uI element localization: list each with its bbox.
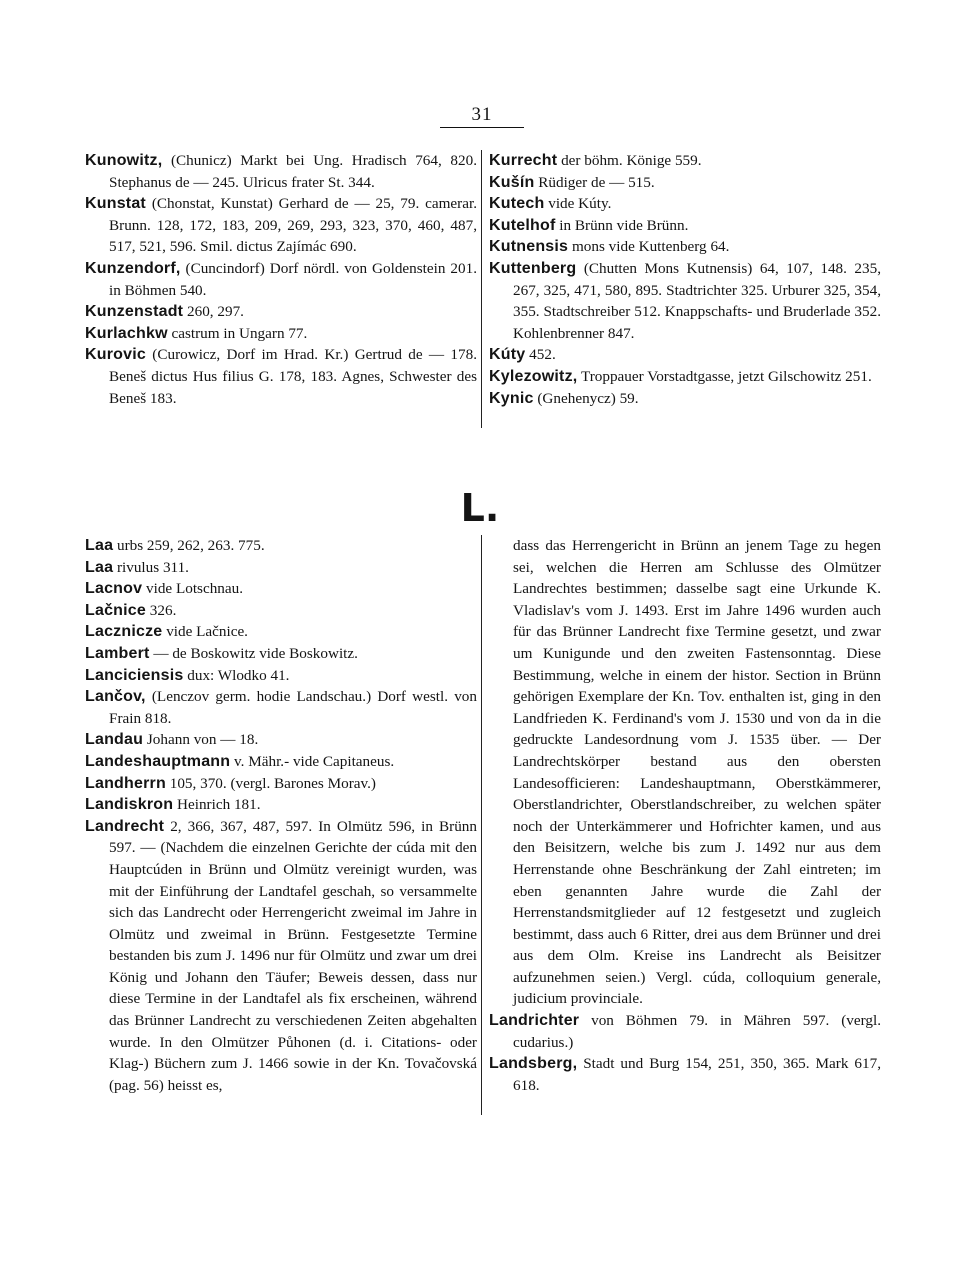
headword: Landsberg, bbox=[489, 1055, 578, 1073]
index-entry bbox=[489, 215, 881, 237]
entry-text: in Brünn vide Brünn. bbox=[555, 216, 689, 234]
entry-text: (Lenczov germ. hodie Landschau.) Dorf westl. von Frain 818. bbox=[109, 688, 477, 727]
index-entry bbox=[85, 600, 477, 622]
entry-text: Heinrich 181. bbox=[173, 796, 261, 814]
headword: Kúty bbox=[489, 346, 526, 364]
column-bottom-right bbox=[489, 535, 881, 1096]
headword: Kunowitz, bbox=[85, 152, 163, 169]
index-entry bbox=[85, 535, 477, 557]
entry-text: 2, 366, 367, 487, 597. In Olmütz 596, in Brünn 597. — (Nachdem die einzelnen Gerichte der cúda mit den Hauptcúden in Brünn und Olmütz vereinigt wurden, was mit der Einführung der Landtafel geschah, so versammelte sich das Landrecht oder Herrengericht zweimal im Jahre in Olmütz und zweimal in Brünn. Festgesetzte Termine bestanden bis zum J. 1496 nur für Olmütz und zwar um drei König und Johann den Täufer; Beweis dessen, dass nur diese Termine in der Landtafel als fix erscheinen, während das Brünner Landrecht zu verschiedenen Zeiten abgehalten wurde. In den Olmützer Půhonen (d. i. Citations- oder Klag-) Büchern zum J. 1466 sowie in der Kn. Tovačovská (pag. 56) heisst es, bbox=[109, 817, 477, 1094]
section-heading: L. bbox=[460, 486, 500, 530]
headword: Landrecht bbox=[85, 817, 165, 835]
entry-text: rivulus 311. bbox=[113, 558, 189, 576]
index-entry bbox=[85, 323, 477, 345]
entry-text: v. Mähr.- vide Capitaneus. bbox=[230, 752, 395, 770]
entry-text: vide Lotschnau. bbox=[142, 580, 244, 598]
index-entry bbox=[489, 344, 881, 366]
column-divider-bottom bbox=[481, 535, 482, 1115]
headword: Kylezowitz, bbox=[489, 367, 578, 385]
headword: Lacznicze bbox=[85, 623, 163, 641]
index-entry bbox=[85, 621, 477, 643]
entry-text: dux: Wlodko 41. bbox=[183, 666, 290, 684]
entry-text: der böhm. Könige 559. bbox=[557, 152, 702, 169]
index-entry bbox=[489, 193, 881, 215]
headword: Kuttenberg bbox=[489, 259, 577, 277]
headword: Lančov, bbox=[85, 688, 146, 706]
headword: Laa bbox=[85, 558, 114, 576]
index-entry bbox=[85, 665, 477, 687]
headword: Landau bbox=[85, 731, 144, 749]
headword: Kutech bbox=[489, 195, 545, 213]
headword: Lacnov bbox=[85, 580, 143, 598]
index-entry bbox=[85, 193, 477, 258]
index-entry bbox=[489, 1053, 881, 1096]
index-entry bbox=[489, 366, 881, 388]
page-number: 31 bbox=[471, 104, 493, 125]
headword: Landiskron bbox=[85, 796, 174, 814]
entry-text: urbs 259, 262, 263. 775. bbox=[113, 537, 265, 554]
index-entry bbox=[85, 773, 477, 795]
headword: Lačnice bbox=[85, 601, 146, 619]
entry-text: 452. bbox=[525, 346, 556, 364]
index-entry bbox=[85, 258, 477, 301]
entry-text: 105, 370. (vergl. Barones Morav.) bbox=[165, 774, 376, 792]
entry-text: (Gnehenycz) 59. bbox=[533, 389, 639, 407]
continuation-paragraph: dass das Herrengericht in Brünn an jenem Tage zu hegen sei, welchen die Herren am Schlusse des Olmützer Landrechtes bestimmen; dasselbe sagt eine Urkunde K. Vladislav's vom J. 1493. Erst im Jahre 1496 wurden auch für das Brünner Landrecht fixe Termine gesetzt, und zwar um Kunigunde und den zweiten Fastensonntag. Diese Bestimmung, welche in einem der histor. Section in Brünn gehörigen Exemplare der Kn. Tov. enthalten ist, ging in den Landfrieden K. Ferdinand's vom J. 1530 und von da in die gedruckte Landesordnung vom J. 1535 über. — Der Landrechtskörper bestand aus den obersten Landesofficieren: Landeshauptmann, Oberstkämmerer, Oberstlandrichter, Oberstlandschreiber, zu welchen später noch der Unterkämmerer und Hofrichter kamen, und aus den Beisitzern, welche bis zum J. 1492 nur aus dem Herrenstande ohne Beschränkung der Zahl eintreten; im eben genannten Jahre wurde die Zahl der Herrenstandsmitglieder auf 12 festgesetzt und zugleich bestimmt, dass auch 6 Ritter, drei aus dem Brünner und drei aus dem Olm. Kreise ins Landrecht als Beisitzer aufzunehmen seien.) Vergl. cúda, colloquium generale, judicium provinciale. bbox=[513, 537, 881, 1008]
entry-text: 326. bbox=[146, 601, 177, 619]
headword: Kunzendorf, bbox=[85, 259, 181, 277]
entry-text: (Curowicz, Dorf im Hrad. Kr.) Gertrud de — 178. Beneš dictus Hus filius G. 178, 183. Agnes, Schwester des Beneš 183. bbox=[109, 346, 477, 407]
entry-text: vide Kúty. bbox=[544, 195, 612, 213]
headword: Landrichter bbox=[489, 1012, 580, 1030]
headword: Kurrecht bbox=[489, 152, 558, 169]
headword: Kurovic bbox=[85, 346, 146, 364]
index-entry bbox=[489, 388, 881, 410]
index-entry bbox=[85, 557, 477, 579]
entry-text: (Chunicz) Markt bei Ung. Hradisch 764, 820. Stephanus de — 245. Ulricus frater St. 344. bbox=[109, 152, 477, 191]
index-entry bbox=[489, 1010, 881, 1053]
entry-text: (Cuncindorf) Dorf nördl. von Goldenstein 201. in Böhmen 540. bbox=[109, 259, 477, 299]
headword: Kunzenstadt bbox=[85, 303, 184, 321]
entry-text: (Chonstat, Kunstat) Gerhard de — 25, 79. camerar. Brunn. 128, 172, 183, 209, 269, 293, 323, 370, 460, 487, 517, 521, 596. Smil. dictus Zajímác 690. bbox=[109, 195, 477, 256]
entry-text: mons vide Kuttenberg 64. bbox=[568, 238, 730, 256]
headword: Landherrn bbox=[85, 774, 166, 792]
entry-text: Rüdiger de — 515. bbox=[534, 173, 655, 191]
entry-text: castrum in Ungarn 77. bbox=[167, 324, 308, 342]
headword: Kynic bbox=[489, 389, 534, 407]
headword: Kušín bbox=[489, 173, 535, 191]
entry-text: — de Boskowitz vide Boskowitz. bbox=[149, 644, 358, 662]
index-entry bbox=[85, 643, 477, 665]
headword: Lambert bbox=[85, 644, 150, 662]
index-entry bbox=[85, 751, 477, 773]
column-top-right bbox=[489, 150, 881, 409]
index-entry bbox=[489, 150, 881, 172]
page-number-rule bbox=[440, 127, 524, 128]
index-entry bbox=[489, 172, 881, 194]
entry-text: von Böhmen 79. in Mähren 597. (vergl. cudarius.) bbox=[513, 1012, 881, 1051]
headword: Kutnensis bbox=[489, 238, 569, 256]
index-entry bbox=[489, 258, 881, 344]
index-entry bbox=[85, 816, 477, 1097]
entry-text: Stadt und Burg 154, 251, 350, 365. Mark 617, 618. bbox=[513, 1055, 881, 1094]
column-bottom-left bbox=[85, 535, 477, 1096]
column-top-left bbox=[85, 150, 477, 409]
headword: Lanciciensis bbox=[85, 666, 184, 684]
index-entry bbox=[85, 301, 477, 323]
entry-text: vide Lačnice. bbox=[162, 623, 248, 641]
headword: Laa bbox=[85, 537, 114, 554]
headword: Kunstat bbox=[85, 195, 146, 213]
entry-text: Johann von — 18. bbox=[143, 731, 259, 749]
entry-text: (Chutten Mons Kutnensis) 64, 107, 148. 235, 267, 325, 471, 580, 895. Stadtrichter 325. Urburer 325, 354, 355. Stadtschreiber 512. Knappschafts- und Bruderlade 352. Kohlenbrenner 847. bbox=[513, 259, 881, 342]
headword: Landeshauptmann bbox=[85, 752, 231, 770]
index-entry bbox=[85, 344, 477, 409]
index-entry bbox=[85, 578, 477, 600]
headword: Kurlachkw bbox=[85, 324, 168, 342]
index-entry bbox=[85, 729, 477, 751]
headword: Kutelhof bbox=[489, 216, 556, 234]
column-divider-top bbox=[481, 150, 482, 428]
index-entry bbox=[85, 686, 477, 729]
index-entry bbox=[85, 150, 477, 193]
index-entry bbox=[489, 236, 881, 258]
entry-text: Troppauer Vorstadtgasse, jetzt Gilschowitz 251. bbox=[577, 367, 872, 385]
entry-text: 260, 297. bbox=[183, 303, 244, 321]
index-entry bbox=[85, 794, 477, 816]
